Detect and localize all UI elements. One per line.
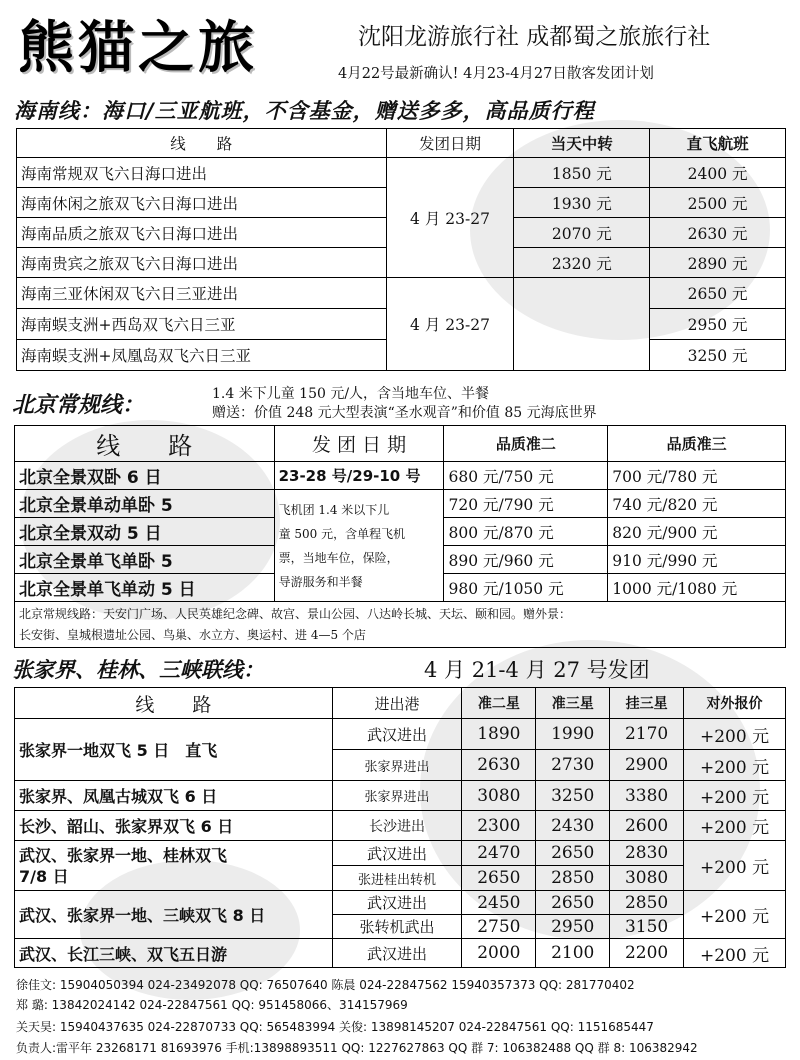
price-cell: 1850 元: [514, 158, 650, 188]
route-cell: 北京全景单飞单动 5 日: [15, 574, 275, 602]
col-grade3: 品质准三: [608, 426, 786, 462]
route-cell: 张家界、凤凰古城双飞 6 日: [15, 781, 333, 811]
contact-line: 负责人:雷平年 23268171 81693976 手机:13898893511 QQ: 1227627863 QQ 群 7: 106382488 QQ 群 8: 106382942: [16, 1041, 698, 1055]
price-cell: +200 元: [684, 781, 786, 811]
hainan-title: 海南线：海口/三亚航班，不含基金，赠送多多，高品质行程: [14, 99, 595, 123]
price-cell: 2900: [610, 750, 684, 781]
col-route: 线 路: [15, 426, 275, 462]
price-cell: 2000: [462, 939, 536, 968]
route-cell: [15, 841, 333, 891]
price-cell: 820 元/900 元: [608, 518, 786, 546]
col-price: 对外报价: [684, 688, 786, 719]
price-cell: 2450: [462, 891, 536, 915]
price-cell: 3080: [610, 866, 684, 891]
price-cell: 2890 元: [650, 248, 786, 278]
date-cell: 23-28 号/29-10 号: [274, 462, 444, 490]
contact-line: 关天昊: 15940437635 024-22870733 QQ: 565483994 关俊: 13898145207 024-22847561 QQ: 1151685447: [16, 1020, 654, 1034]
route-cell: 海南贵宾之旅双飞六日海口进出: [17, 248, 387, 278]
port-cell: 武汉进出: [332, 891, 462, 915]
price-cell: 3250 元: [650, 340, 786, 371]
price-cell: 2830: [610, 841, 684, 866]
port-cell: 武汉进出: [332, 841, 462, 866]
port-cell: 张家界进出: [332, 781, 462, 811]
col-port: 进出港: [332, 688, 462, 719]
route-cell: 北京全景双卧 6 日: [15, 462, 275, 490]
price-cell: 2650: [462, 866, 536, 891]
col-direct: 直飞航班: [650, 129, 786, 158]
price-cell: 2470: [462, 841, 536, 866]
price-cell: 2070 元: [514, 218, 650, 248]
price-cell: +200 元: [684, 939, 786, 968]
beijing-title: 北京常规线：: [12, 393, 145, 418]
price-cell: 1990: [536, 719, 610, 750]
agency-names: 沈阳龙游旅行社 成都蜀之旅旅行社: [358, 24, 711, 50]
price-cell: 680 元/750 元: [444, 462, 608, 490]
beijing-table: [14, 425, 786, 648]
price-cell: +200 元: [684, 841, 786, 891]
price-cell: 2750: [462, 915, 536, 939]
zjj-subtitle: 4 月 21-4 月 27 号发团: [424, 658, 650, 682]
route-cell: 武汉、张家界一地、三峡双飞 8 日: [15, 891, 333, 939]
route-cell: 海南常规双飞六日海口进出: [17, 158, 387, 188]
col-transit: 当天中转: [514, 129, 650, 158]
col-3star-sub: 准三星: [536, 688, 610, 719]
route-cell: 北京全景双动 5 日: [15, 518, 275, 546]
price-cell: 980 元/1050 元: [444, 574, 608, 602]
price-cell: 2430: [536, 811, 610, 841]
route-cell: 北京全景单飞单卧 5: [15, 546, 275, 574]
port-cell: 武汉进出: [332, 719, 462, 750]
beijing-note-gift: 赠送：价值 248 元大型表演“圣水观音”和价值 85 元海底世界: [212, 405, 597, 421]
col-date: 发团日期: [386, 129, 514, 158]
hainan-table: [16, 128, 786, 371]
price-cell: 2600: [610, 811, 684, 841]
route-cell: 张家界一地双飞 5 日 直飞: [15, 719, 333, 781]
desc-line: 童 500 元，含单程飞机: [278, 526, 406, 541]
route-cell: 海南三亚休闲双飞六日三亚进出: [17, 278, 387, 309]
price-cell: 800 元/870 元: [444, 518, 608, 546]
sights-line: 北京常规线路：天安门广场、人民英雄纪念碑、故宫、景山公园、八达岭长城、天坛、颐和园。赠外景：: [19, 606, 572, 621]
price-cell: 2630 元: [650, 218, 786, 248]
price-cell: 2200: [610, 939, 684, 968]
port-cell: 武汉进出: [332, 939, 462, 968]
sights-line: 长安街、皇城根遗址公园、鸟巢、水立方、奥运村、进 4—5 个店: [19, 627, 366, 642]
price-cell: 3380: [610, 781, 684, 811]
port-cell: 张家界进出: [332, 750, 462, 781]
route-cell: 北京全景单动单卧 5: [15, 490, 275, 518]
price-cell: 2400 元: [650, 158, 786, 188]
route-cell: 海南品质之旅双飞六日海口进出: [17, 218, 387, 248]
col-2star: 准二星: [462, 688, 536, 719]
price-cell: 3150: [610, 915, 684, 939]
desc-line: 导游服务和半餐: [278, 574, 363, 589]
price-cell: 2950: [536, 915, 610, 939]
price-cell: 1890: [462, 719, 536, 750]
price-cell: 740 元/820 元: [608, 490, 786, 518]
date-cell: 4 月 23-27: [386, 158, 514, 278]
price-cell: 2850: [536, 866, 610, 891]
price-cell: 3250: [536, 781, 610, 811]
price-cell: 2100: [536, 939, 610, 968]
col-route: 线 路: [15, 688, 333, 719]
col-route: 线 路: [17, 129, 387, 158]
price-cell: 890 元/960 元: [444, 546, 608, 574]
price-cell: 2500 元: [650, 188, 786, 218]
empty-cell: [514, 278, 650, 371]
price-cell: 2650 元: [650, 278, 786, 309]
price-cell: 720 元/790 元: [444, 490, 608, 518]
beijing-desc-cell: [274, 490, 444, 602]
route-line: 武汉、张家界一地、桂林双飞: [19, 845, 228, 865]
brand-title: 熊猫之旅: [18, 16, 258, 81]
port-cell: 张进桂出转机: [332, 866, 462, 891]
price-cell: 2170: [610, 719, 684, 750]
price-cell: 2850: [610, 891, 684, 915]
zjj-title: 张家界、桂林、三峡联线：: [12, 658, 264, 682]
desc-line: 票，当地车位，保险，: [278, 550, 399, 565]
price-cell: 2650: [536, 891, 610, 915]
price-cell: 2950 元: [650, 309, 786, 340]
beijing-sights-cell: [15, 602, 786, 648]
price-cell: 700 元/780 元: [608, 462, 786, 490]
zjj-table: [14, 687, 786, 968]
price-cell: 2320 元: [514, 248, 650, 278]
price-cell: +200 元: [684, 811, 786, 841]
port-cell: 张转机武出: [332, 915, 462, 939]
price-cell: 2650: [536, 841, 610, 866]
col-date: 发 团 日 期: [274, 426, 444, 462]
desc-line: 飞机团 1.4 米以下儿: [278, 502, 390, 517]
price-cell: +200 元: [684, 719, 786, 750]
schedule-notice: 4月22号最新确认! 4月23-4月27日散客发团计划: [338, 66, 654, 82]
route-cell: 海南蜈支洲+西岛双飞六日三亚: [17, 309, 387, 340]
contact-line: 徐佳文: 15904050394 024-23492078 QQ: 76507640 陈晨 024-22847562 15940357373 QQ: 281770402: [16, 978, 635, 992]
contact-line: 郑 璐: 13842024142 024-22847561 QQ: 951458066、314157969: [16, 998, 408, 1012]
date-cell: 4 月 23-27: [386, 278, 514, 371]
col-grade2: 品质准二: [444, 426, 608, 462]
route-cell: 海南蜈支洲+凤凰岛双飞六日三亚: [17, 340, 387, 371]
price-cell: +200 元: [684, 750, 786, 781]
price-cell: +200 元: [684, 891, 786, 939]
beijing-note-child: 1.4 米下儿童 150 元/人，含当地车位、半餐: [212, 386, 490, 402]
port-cell: 长沙进出: [332, 811, 462, 841]
price-cell: 2630: [462, 750, 536, 781]
col-3star: 挂三星: [610, 688, 684, 719]
price-cell: 2300: [462, 811, 536, 841]
price-cell: 2730: [536, 750, 610, 781]
route-line: 7/8 日: [19, 866, 69, 886]
price-cell: 1000 元/1080 元: [608, 574, 786, 602]
route-cell: 长沙、韶山、张家界双飞 6 日: [15, 811, 333, 841]
price-cell: 910 元/990 元: [608, 546, 786, 574]
route-cell: 武汉、长江三峡、双飞五日游: [15, 939, 333, 968]
route-cell: 海南休闲之旅双飞六日海口进出: [17, 188, 387, 218]
price-cell: 3080: [462, 781, 536, 811]
price-cell: 1930 元: [514, 188, 650, 218]
